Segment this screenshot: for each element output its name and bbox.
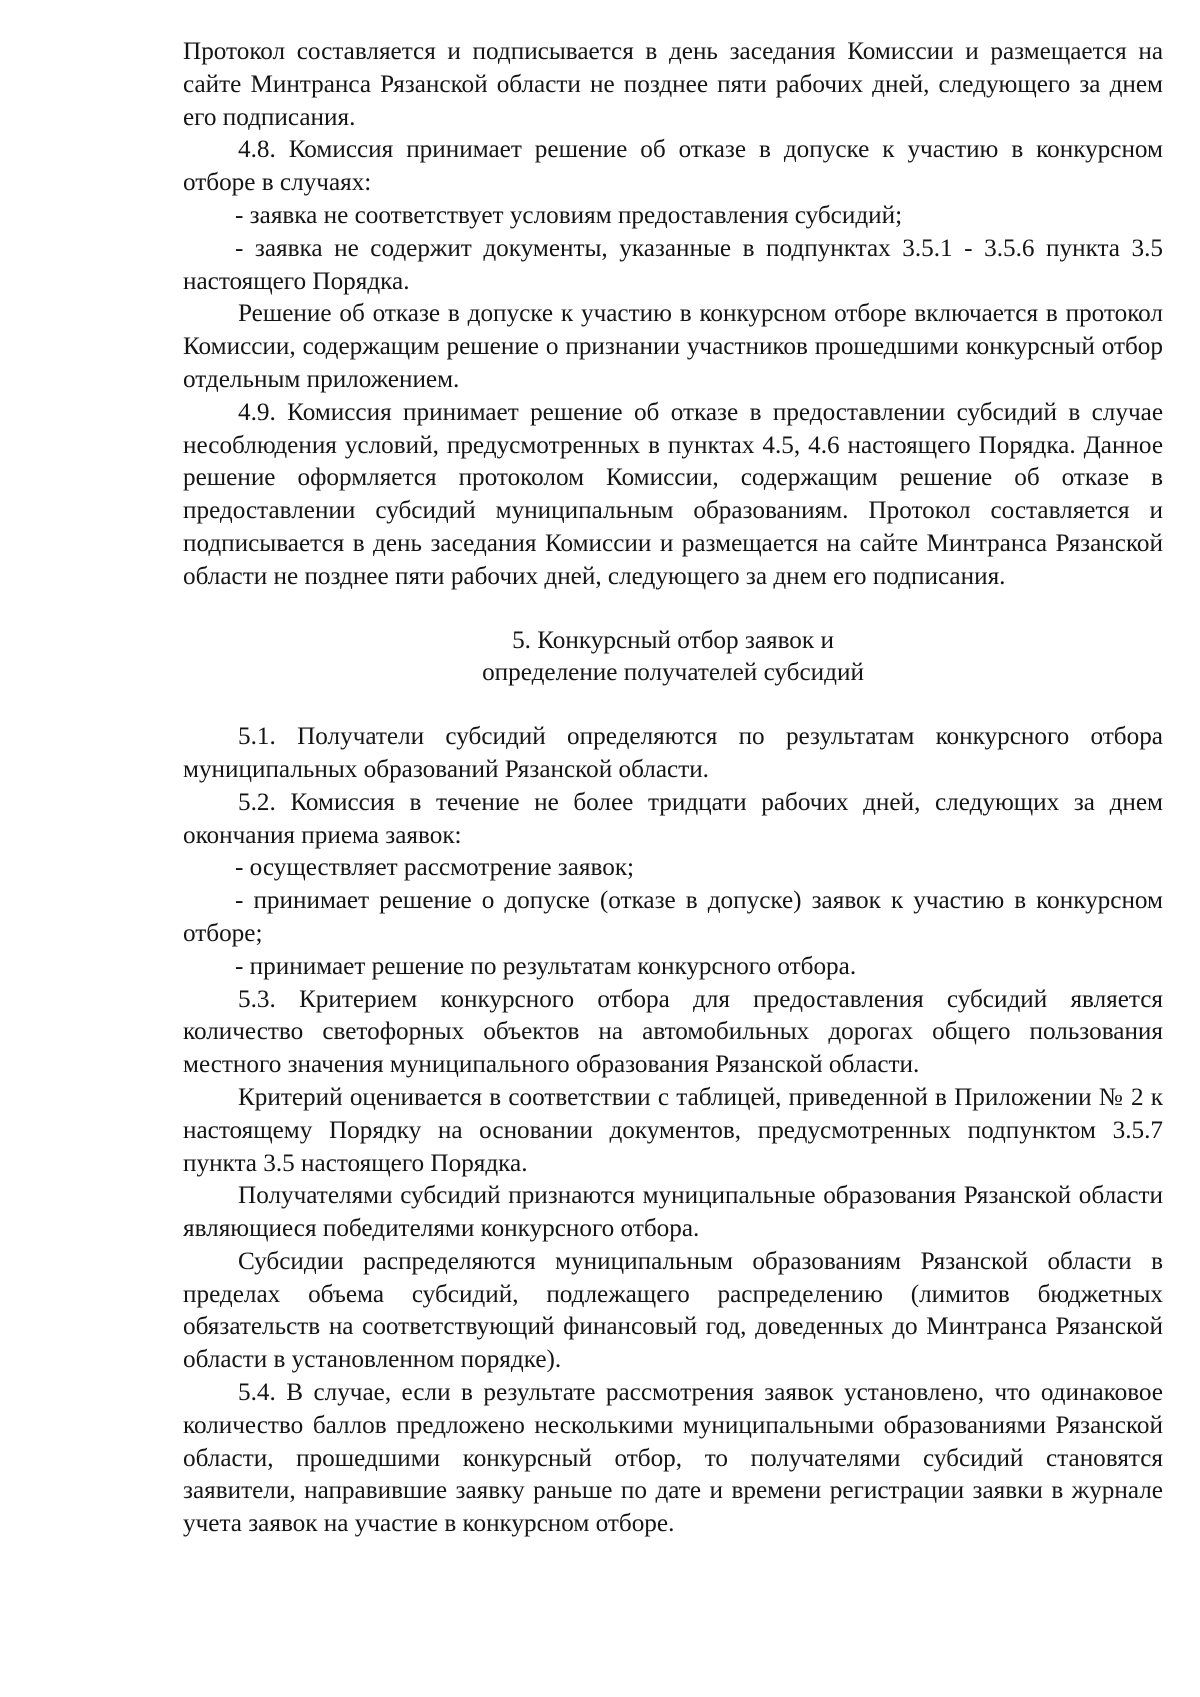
spacer: [183, 594, 1163, 625]
section-heading-line-1: 5. Конкурсный отбор заявок и: [512, 626, 834, 654]
list-item-5-2-b: - принимает решение о допуске (отказе в допуске) заявок к участию в конкурсном отборе;: [183, 887, 1163, 947]
list-item-5-2-c: - принимает решение по результатам конкурсного отбора.: [235, 952, 857, 980]
paragraph-protocol-4-7: Протокол составляется и подписывается в день заседания Комиссии и размещается на сайте Минтранса Рязанской области не позднее пяти рабочих дней, следующего за днем его подписания.: [183, 38, 1163, 131]
paragraph-distribution: Субсидии распределяются муниципальным образованиям Рязанской области в пределах объема субсидий, подлежащего распределению (лимитов бюджетных обязательств на соответствующий финансовый год, доведенных до Минтранса Рязанской области в установленном порядке).: [183, 1247, 1163, 1374]
list-item-5-2-a: - осуществляет рассмотрение заявок;: [235, 854, 635, 882]
list-item-4-8-b: - заявка не содержит документы, указанные в подпунктах 3.5.1 - 3.5.6 пункта 3.5 настоящего Порядка.: [183, 234, 1163, 295]
paragraph-5-1: 5.1. Получатели субсидий определяются по результатам конкурсного отбора муниципальных образований Рязанской области.: [183, 723, 1163, 783]
section-heading-line-2: определение получателей субсидий: [482, 659, 864, 687]
paragraph-4-8: 4.8. Комиссия принимает решение об отказе в допуске к участию в конкурсном отборе в случаях:: [183, 136, 1163, 197]
paragraph-refusal-decision: Решение об отказе в допуске к участию в конкурсном отборе включается в протокол Комиссии, содержащим решение о признании участников прошедшими конкурсный отбор отдельным приложением.: [183, 300, 1163, 393]
document-page: [183, 36, 1163, 1541]
list-item-4-8-a: - заявка не соответствует условиям предоставления субсидий;: [235, 201, 903, 229]
paragraph-5-4: 5.4. В случае, если в результате рассмотрения заявок установлено, что одинаковое количество баллов предложено несколькими муниципальными образованиями Рязанской области, прошедшими конкурсный отбор, то получателями субсидий становятся заявители, направившие заявку раньше по дате и времени регистрации заявки в журнале учета заявок на участие в конкурсном отборе.: [183, 1379, 1163, 1538]
paragraph-criterion: Критерий оценивается в соответствии с таблицей, приведенной в Приложении № 2 к настоящему Порядку на основании документов, предусмотренных подпунктом 3.5.7 пункта 3.5 настоящего Порядка.: [183, 1083, 1163, 1177]
paragraph-4-9: 4.9. Комиссия принимает решение об отказе в предоставлении субсидий в случае несоблюдения условий, предусмотренных в пунктах 4.5, 4.6 настоящего Порядка. Данное решение оформляется протоколом Комиссии, содержащим решение об отказе в предоставлении субсидий муниципальным образованиям. Протокол составляется и подписывается в день заседания Комиссии и размещается на сайте Минтранса Рязанской области не позднее пяти рабочих дней, следующего за днем его подписания.: [183, 398, 1163, 590]
spacer: [183, 690, 1163, 721]
paragraph-5-2: 5.2. Комиссия в течение не более тридцати рабочих дней, следующих за днем окончания приема заявок:: [183, 788, 1163, 849]
paragraph-recipients: Получателями субсидий признаются муниципальные образования Рязанской области являющиеся победителями конкурсного отбора.: [183, 1182, 1163, 1243]
paragraph-5-3: 5.3. Критерием конкурсного отбора для предоставления субсидий является количество светофорных объектов на автомобильных дорогах общего пользования местного значения муниципального образования Рязанской области.: [183, 985, 1163, 1079]
